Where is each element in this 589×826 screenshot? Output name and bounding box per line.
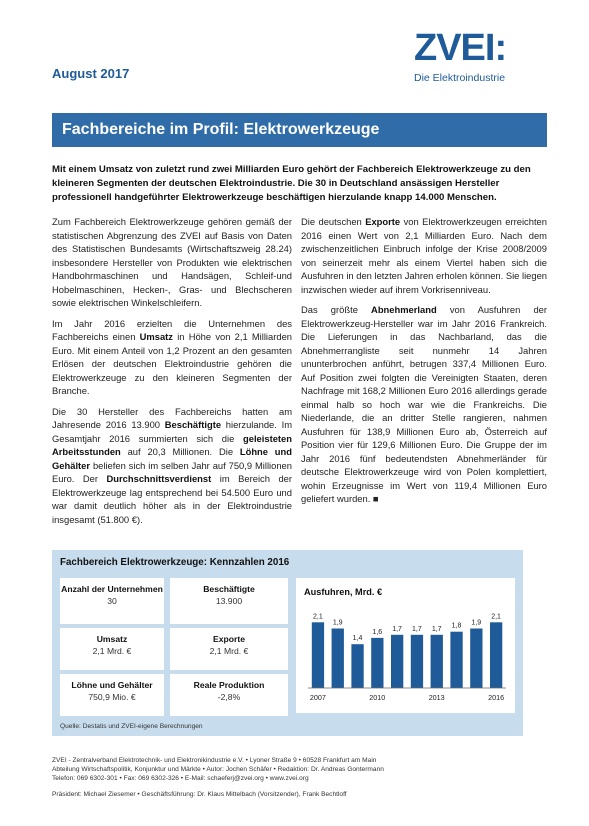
stat-value: 750,9 Mio. € — [88, 692, 136, 702]
footer-address: ZVEI - Zentralverband Elektrotechnik- und Elektronikindustrie e.V. • Lyoner Straße 9 • 60528 Frankfurt am Main — [52, 757, 377, 764]
data-label-2014: 1,8 — [451, 622, 462, 630]
stat-employees — [170, 578, 288, 624]
data-label-2008: 1,9 — [332, 619, 343, 627]
data-label-2011: 1,7 — [392, 625, 402, 633]
bar-2009 — [351, 644, 363, 688]
panel-source: Quelle: Destatis und ZVEI-eigene Berechnungen — [60, 723, 203, 730]
footer-management: Präsident: Michael Ziesemer • Geschäftsführung: Dr. Klaus Mittelbach (Vorsitzender), Frank Bechtloff — [52, 791, 347, 798]
report-date: August 2017 — [52, 66, 130, 81]
left-column — [52, 215, 292, 533]
stat-value: 2,1 Mrd. € — [92, 646, 132, 656]
bar-2008 — [332, 629, 344, 689]
bar-2014 — [450, 632, 462, 688]
zvei-logo — [410, 28, 550, 84]
stat-value: 13.900 — [215, 596, 243, 606]
stat-wages — [60, 674, 164, 716]
x-tick-2016: 2016 — [488, 693, 505, 702]
bar-2015 — [470, 629, 482, 689]
stat-revenue — [60, 628, 164, 670]
logo-subtitle: Die Elektroindustrie — [414, 72, 506, 84]
stat-value: -2,8% — [217, 692, 241, 702]
stat-label: Löhne und Gehälter — [71, 680, 153, 690]
exports-bar-chart — [296, 578, 515, 713]
right-column — [301, 215, 547, 513]
logo-wordmark: ZVEI: — [414, 27, 507, 69]
footer-contact: Telefon: 069 6302-301 • Fax: 069 6302-326 • E-Mail: schaeferj@zvei.org • www.zvei.org — [52, 775, 309, 782]
bar-2016 — [490, 622, 502, 688]
data-label-2013: 1,7 — [431, 625, 442, 633]
bar-2011 — [391, 635, 403, 688]
title-bar — [52, 113, 547, 147]
footer-department: Abteilung Wirtschaftspolitik, Konjunktur und Märkte • Autor: Jochen Schäfer • Redaktion: Dr. Andreas Gontermann — [52, 766, 384, 773]
bar-2010 — [371, 638, 383, 688]
data-label-2007: 2,1 — [313, 613, 323, 621]
stat-value: 2,1 Mrd. € — [209, 646, 249, 656]
left-paragraph-3: Die 30 Hersteller des Fachbereichs hatten am Jahresende 2016 13.900 Beschäftigte hierzulande. Im Gesamtjahr 2016 summierten sich die geleisteten Arbeitsstunden auf 20,3 Millionen. Die Löhne und Gehälter beliefen sich im selben Jahr auf 750,9 Millionen Euro. Der Durchschnittsverdienst im Bereich der Elektrowerkzeuge lag entsprechend bei 54.500 Euro und war damit deutlich höher als in der Elektroindustrie insgesamt (51.800 €). — [52, 405, 293, 525]
bar-2012 — [411, 635, 423, 688]
stat-label: Umsatz — [96, 634, 128, 644]
data-label-2016: 2,1 — [491, 613, 501, 621]
data-label-2010: 1,6 — [372, 628, 383, 636]
lead-paragraph: Mit einem Umsatz von zuletzt rund zwei Milliarden Euro gehört der Fachbereich Elektrowerkzeuge zu den kleineren Segmenten der deutschen Elektroindustrie. Die 30 in Deutschland ansässigen Hersteller professionell handgeführter Elektrowerkzeuge beschäftigen hierzulande knapp 14.000 Menschen. — [52, 164, 531, 203]
right-paragraph-1: Die deutschen Exporte von Elektrowerkzeugen erreichten 2016 einen Wert von 2,1 Milliarden Euro. Nach dem zwischenzeitlichen Einbruch infolge der Krise 2008/2009 von seinerzeit mehr als einem Viertel haben sich die Ausfuhren in den letzten Jahren erholen können. Sie liegen inzwischen wieder auf ihrem Vorkrisenniveau. — [301, 216, 548, 295]
stat-companies — [60, 578, 164, 624]
x-tick-2013: 2013 — [428, 693, 445, 702]
left-paragraph-2: Im Jahr 2016 erzielten die Unternehmen des Fachbereichs einen Umsatz in Höhe von 2,1 Milliarden Euro. Mit einem Anteil von 1,2 Prozent an den gesamten Erlösen der deutschen Elektroindustrie gehören die Elektrowerkzeuge zu den kleineren Segmenten der Branche. — [52, 317, 292, 396]
exports-chart — [296, 578, 515, 713]
right-paragraph-2: Das größte Abnehmerland von Ausfuhren der Elektrowerkzeug-Hersteller war im Jahr 2016 Frankreich. Die Lieferungen in das Nachbarland, das die Abnehmerrangliste seit nunmehr 14 Jahren ununterbrochen anführt, betrugen 337,4 Millionen Euro. Auf Position zwei folgten die Vereinigten Staaten, deren Nachfrage mit 168,2 Millionen Euro 2016 allerdings gerade einmal halb so hoch war wie die Frankreichs. Die Niederlande, die an dritter Stelle rangieren, nahmen Ausfuhren für 138,9 Millionen Euro ab, Österreich auf Position vier für 129,6 Millionen Euro. Die Gruppe der im Jahr 2016 fünf bedeutendsten Abnehmerländer für deutsche Elektrowerkzeuge wird von Polen komplettiert, wohin Erzeugnisse im Wert von 119,4 Millionen Euro geliefert wurden. ■ — [301, 304, 547, 504]
stat-label: Beschäftigte — [203, 584, 255, 594]
stat-label: Anzahl der Unternehmen — [61, 584, 163, 594]
panel-title: Fachbereich Elektrowerkzeuge: Kennzahlen 2016 — [60, 557, 290, 568]
bar-2007 — [312, 622, 324, 688]
chart-title: Ausfuhren, Mrd. € — [304, 587, 383, 597]
stat-exports — [170, 628, 288, 670]
data-label-2009: 1,4 — [352, 635, 363, 643]
key-figures-panel — [52, 550, 523, 736]
data-label-2012: 1,7 — [412, 625, 422, 633]
stat-value: 30 — [107, 596, 117, 606]
left-paragraph-1: Zum Fachbereich Elektrowerkzeuge gehören gemäß der statistischen Abgrenzung des ZVEI auf Basis von Daten des Statistischen Bundesamts (Wirtschaftszweig 28.24) insbesondere Hersteller von Produkten wie elektrischen Handbohrmaschinen und Handsägen, Schleif-und Hobelmaschinen, Hecken-, Gras- und Blechscheren sowie elektrischen Winkelschleifern. — [52, 216, 292, 308]
x-tick-2010: 2010 — [369, 693, 386, 702]
data-label-2015: 1,9 — [471, 619, 482, 627]
stat-real-production — [170, 674, 288, 716]
page-title: Fachbereiche im Profil: Elektrowerkzeuge — [62, 121, 380, 138]
stat-label: Exporte — [213, 634, 245, 644]
stat-label: Reale Produktion — [193, 680, 265, 690]
x-tick-2007: 2007 — [309, 693, 326, 702]
bar-2013 — [431, 635, 443, 688]
